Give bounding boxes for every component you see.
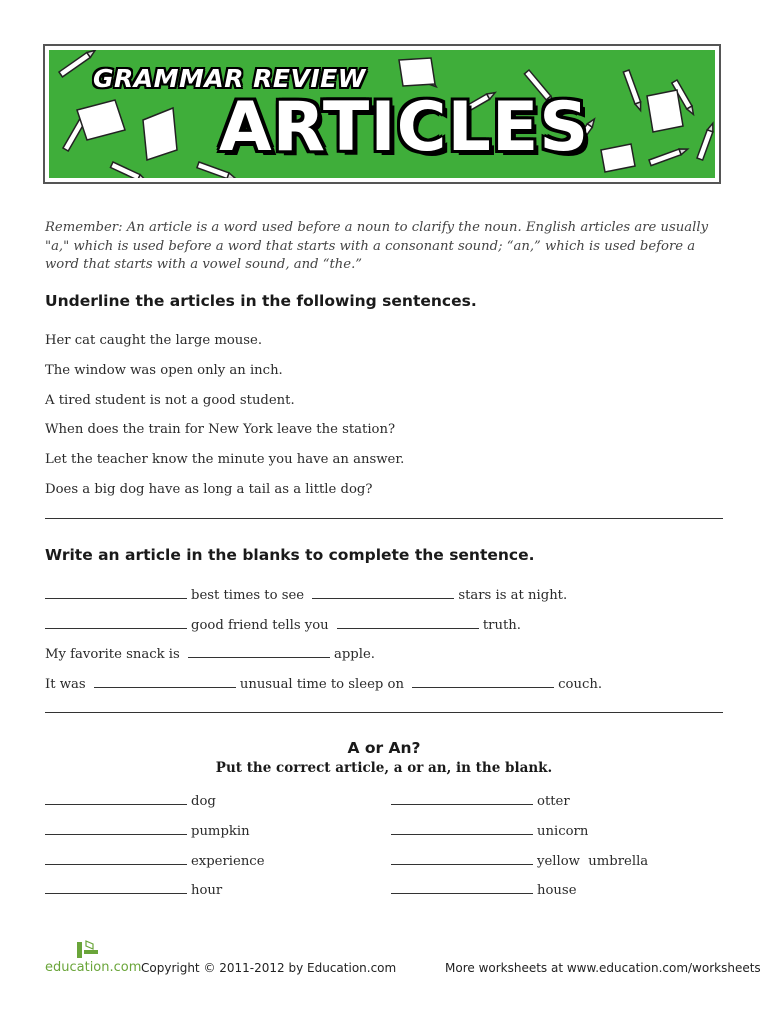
banner-kicker: GRAMMAR REVIEW [93, 64, 366, 93]
word: yellow umbrella [537, 854, 649, 869]
sentence-3: A tired student is not a good student. [45, 393, 295, 408]
left-item-3 [45, 852, 265, 869]
left-item-1 [45, 792, 216, 809]
answer-blank[interactable] [45, 822, 187, 835]
answer-blank[interactable] [45, 616, 187, 629]
fill-text: truth. [482, 618, 521, 633]
education-logo[interactable] [45, 938, 142, 978]
answer-blank[interactable] [45, 792, 187, 805]
answer-blank[interactable] [45, 852, 187, 865]
fill-text: couch. [558, 677, 603, 692]
word: unicorn [537, 824, 589, 839]
fill-row-1 [45, 586, 567, 603]
section3-instruction: Put the correct article, a or an, in the blank. [215, 760, 553, 776]
fill-text: It was [45, 677, 86, 692]
fill-text: My favorite snack is [45, 647, 180, 662]
word: otter [537, 794, 570, 809]
fill-text: unusual time to sleep on [239, 677, 404, 692]
sentence-6: Does a big dog have as long a tail as a little dog? [45, 482, 373, 497]
answer-blank[interactable] [312, 586, 454, 599]
answer-blank[interactable] [391, 881, 533, 894]
answer-blank[interactable] [412, 675, 554, 688]
word: house [537, 883, 577, 898]
word: hour [191, 883, 223, 898]
fill-text: good friend tells you [191, 618, 329, 633]
section1-heading: Underline the articles in the following sentences. [45, 292, 477, 310]
answer-blank[interactable] [45, 881, 187, 894]
book-icon [73, 938, 113, 960]
word: experience [191, 854, 265, 869]
banner-background [49, 50, 715, 178]
fill-row-3 [45, 645, 375, 662]
fill-row-2 [45, 616, 521, 633]
divider [45, 518, 723, 519]
right-item-2 [391, 822, 588, 839]
answer-blank[interactable] [337, 616, 479, 629]
sentence-1: Her cat caught the large mouse. [45, 333, 263, 348]
sentence-5: Let the teacher know the minute you have an answer. [45, 452, 405, 467]
title-banner [43, 44, 721, 184]
section2-heading: Write an article in the blanks to complete the sentence. [45, 546, 535, 564]
fill-row-4 [45, 675, 602, 692]
answer-blank[interactable] [391, 822, 533, 835]
divider [45, 712, 723, 713]
word: dog [191, 794, 216, 809]
sentence-2: The window was open only an inch. [45, 363, 283, 378]
copyright: Copyright © 2011-2012 by Education.com [141, 961, 397, 975]
section3-heading: A or An? [347, 739, 421, 757]
fill-text: stars is at night. [458, 588, 568, 603]
word: pumpkin [191, 824, 250, 839]
right-item-3 [391, 852, 648, 869]
left-item-2 [45, 822, 250, 839]
answer-blank[interactable] [188, 645, 330, 658]
right-item-1 [391, 792, 570, 809]
answer-blank[interactable] [391, 792, 533, 805]
right-item-4 [391, 881, 577, 898]
intro-text: Remember: An article is a word used before a noun to clarify the noun. English articles are usually "a," which is used before a word that starts with a consonant sound; “an,” which is used before a word that starts with a vowel sound, and “the.” [45, 220, 709, 272]
answer-blank[interactable] [391, 852, 533, 865]
answer-blank[interactable] [94, 675, 236, 688]
fill-text: apple. [333, 647, 375, 662]
logo-text: education.com [45, 960, 142, 975]
sentence-4: When does the train for New York leave the station? [45, 422, 396, 437]
page-title: ARTICLES [219, 88, 590, 167]
more-worksheets-link[interactable]: More worksheets at www.education.com/worksheets [445, 961, 761, 975]
left-item-4 [45, 881, 222, 898]
fill-text: best times to see [191, 588, 305, 603]
answer-blank[interactable] [45, 586, 187, 599]
